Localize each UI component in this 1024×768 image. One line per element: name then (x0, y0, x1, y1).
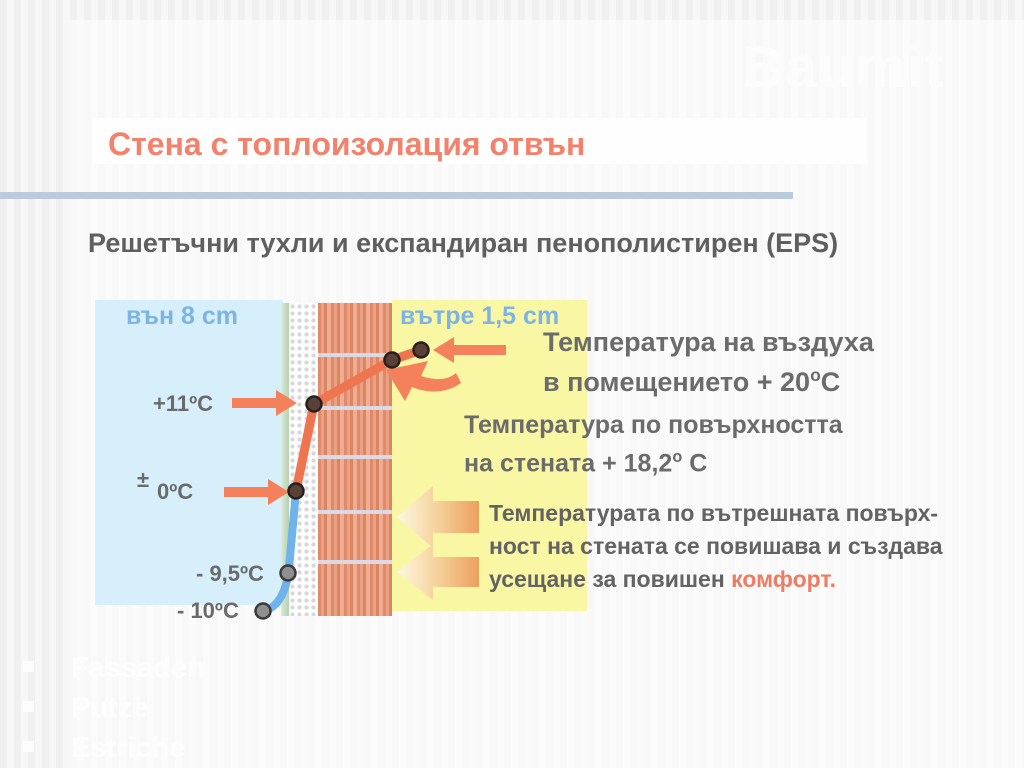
mortar-joint (318, 353, 392, 357)
comfort-annotation (489, 497, 943, 596)
mortar-joint (318, 406, 392, 410)
surface-temp-line2-unit: С (682, 449, 708, 478)
comfort-line1: Температурата по вътрешната повърх- (489, 500, 939, 526)
temp-label-zero: 0ºC (157, 479, 194, 504)
brick-wall-layer (318, 303, 392, 616)
bullet-square-icon (23, 701, 34, 712)
outside-air-panel (95, 300, 283, 605)
mortar-joint (318, 560, 392, 564)
temp-label-minus10: - 10ºC (177, 598, 239, 623)
plus-minus-sign: ± (137, 467, 150, 492)
outer-render-layer (281, 303, 289, 616)
baumit-watermark: Baumit (742, 35, 945, 100)
mortar-joint (318, 455, 392, 459)
air-temp-line2 (543, 359, 874, 399)
air-temp-line1: Температура на въздуха (543, 327, 874, 357)
surface-temp-line2-text: на стената + 18,2 (464, 449, 673, 478)
air-temp-line2-text: в помещението + 20 (543, 367, 811, 397)
footer-item-label: Putze (71, 692, 149, 724)
surface-temp-degree-sup: о (672, 448, 683, 466)
comfort-line3 (489, 563, 943, 596)
title-divider-line (0, 192, 793, 199)
comfort-highlight: комфорт. (731, 566, 837, 592)
temp-label-minus95: - 9,5ºC (196, 561, 264, 586)
footer-item-estriche (23, 732, 185, 765)
surface-temp-line1: Температура по повърхността (464, 411, 843, 439)
bullet-square-icon (23, 741, 34, 752)
footer-item-putze (23, 692, 148, 725)
surface-temp-annotation (464, 409, 843, 479)
inside-zone-label: вътре 1,5 cm (400, 302, 560, 330)
mortar-joint (318, 510, 392, 514)
air-temp-degree-sup: о (810, 365, 821, 385)
comfort-line2: ност на стената се повишава и създава (489, 533, 943, 559)
slide-subtitle: Решетъчни тухли и експандиран пенополистирен (EPS) (88, 228, 839, 258)
footer-item-fassaden (23, 652, 205, 685)
surface-temp-line2 (464, 441, 843, 479)
air-temp-line2-unit: С (820, 367, 841, 397)
page-title: Стена с топлоизолация отвън (108, 126, 586, 162)
footer-item-label: Fassaden (71, 652, 205, 684)
footer-item-label: Estriche (71, 732, 186, 764)
outside-zone-label: вън 8 cm (126, 302, 238, 330)
temp-label-plus11: +11ºC (153, 391, 214, 416)
bullet-square-icon (23, 661, 34, 672)
comfort-line3-text: усещане за повишен (489, 566, 732, 592)
eps-insulation-layer (289, 303, 318, 616)
air-temp-annotation (543, 326, 874, 399)
